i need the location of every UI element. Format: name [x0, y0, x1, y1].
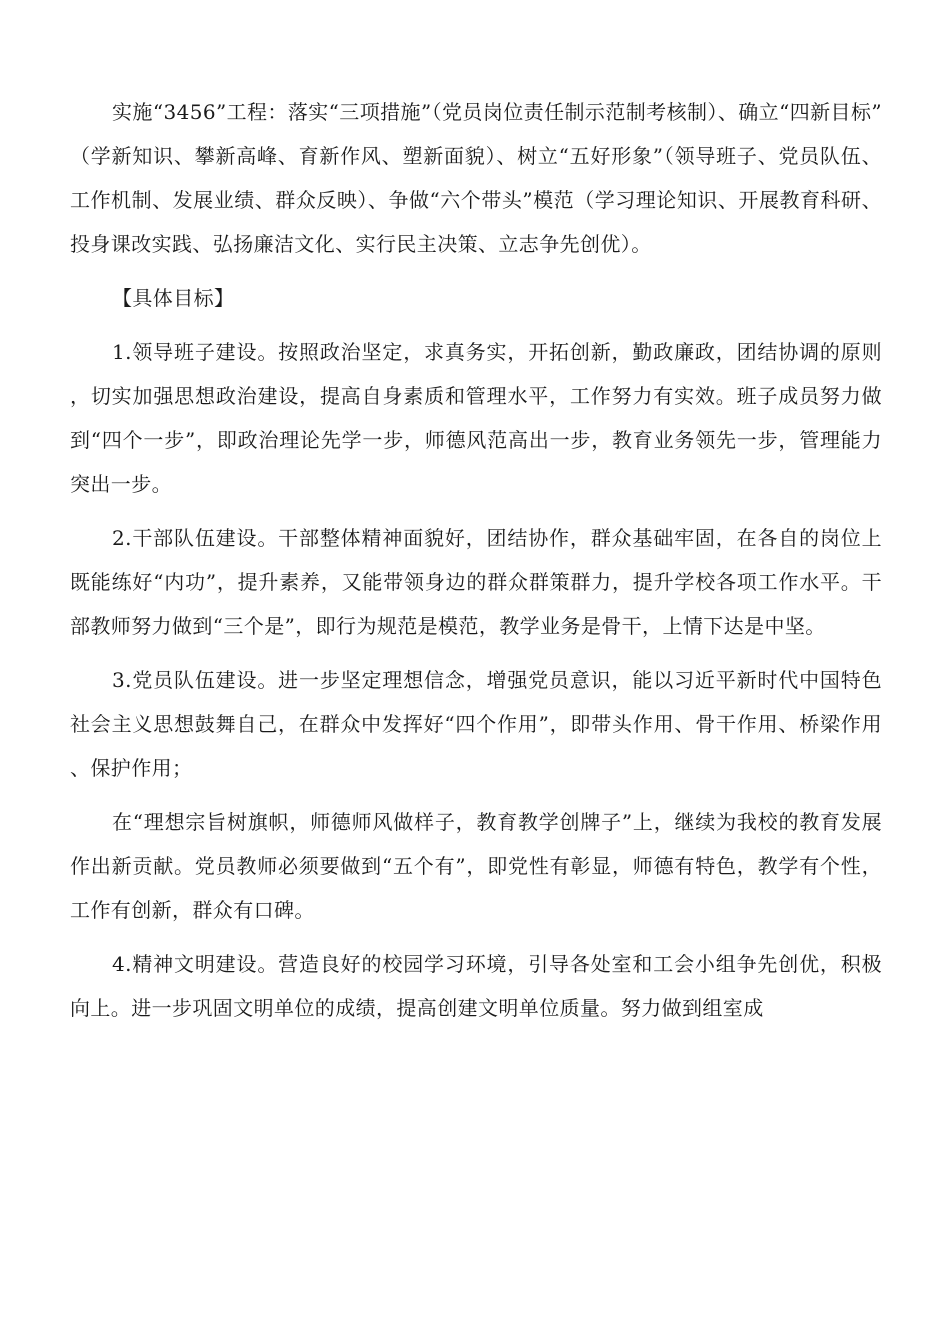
document-body — [70, 90, 882, 1040]
paragraph-leadership-team: 1.领导班子建设。按照政治坚定，求真务实，开拓创新，勤政廉政，团结协调的原则，切实加强思想政治建设，提高自身素质和管理水平，工作努力有实效。班子成员努力做到“四个一步”，即政治理论先学一步，师德风范高出一步，教育业务领先一步，管理能力突出一步。 — [70, 340, 882, 496]
paragraph-cadre-team: 2.干部队伍建设。干部整体精神面貌好，团结协作，群众基础牢固，在各自的岗位上既能练好“内功”，提升素养，又能带领身边的群众群策群力，提升学校各项工作水平。干部教师努力做到“三个是”，即行为规范是模范，教学业务是骨干，上情下达是中坚。 — [70, 526, 882, 638]
paragraph-3456-project: 实施“3456”工程：落实“三项措施”（党员岗位责任制示范制考核制）、确立“四新目标”（学新知识、攀新高峰、育新作风、塑新面貌）、树立“五好形象”（领导班子、党员队伍、工作机制、发展业绩、群众反映）、争做“六个带头”模范（学习理论知识、开展教育科研、投身课改实践、弘扬廉洁文化、实行民主决策、立志争先创优）。 — [70, 100, 882, 256]
paragraph-contribution: 在“理想宗旨树旗帜，师德师风做样子，教育教学创牌子”上，继续为我校的教育发展作出新贡献。党员教师必须要做到“五个有”，即党性有彰显，师德有特色，教学有个性，工作有创新，群众有口碑。 — [70, 810, 882, 922]
section-heading-specific-goals: 【具体目标】 — [112, 286, 235, 310]
paragraph-spiritual-civilization: 4.精神文明建设。营造良好的校园学习环境，引导各处室和工会小组争先创优，积极向上。进一步巩固文明单位的成绩，提高创建文明单位质量。努力做到组室成 — [70, 952, 882, 1020]
paragraph-party-member-team: 3.党员队伍建设。进一步坚定理想信念，增强党员意识，能以习近平新时代中国特色社会主义思想鼓舞自己，在群众中发挥好“四个作用”，即带头作用、骨干作用、桥梁作用、保护作用； — [70, 668, 882, 780]
